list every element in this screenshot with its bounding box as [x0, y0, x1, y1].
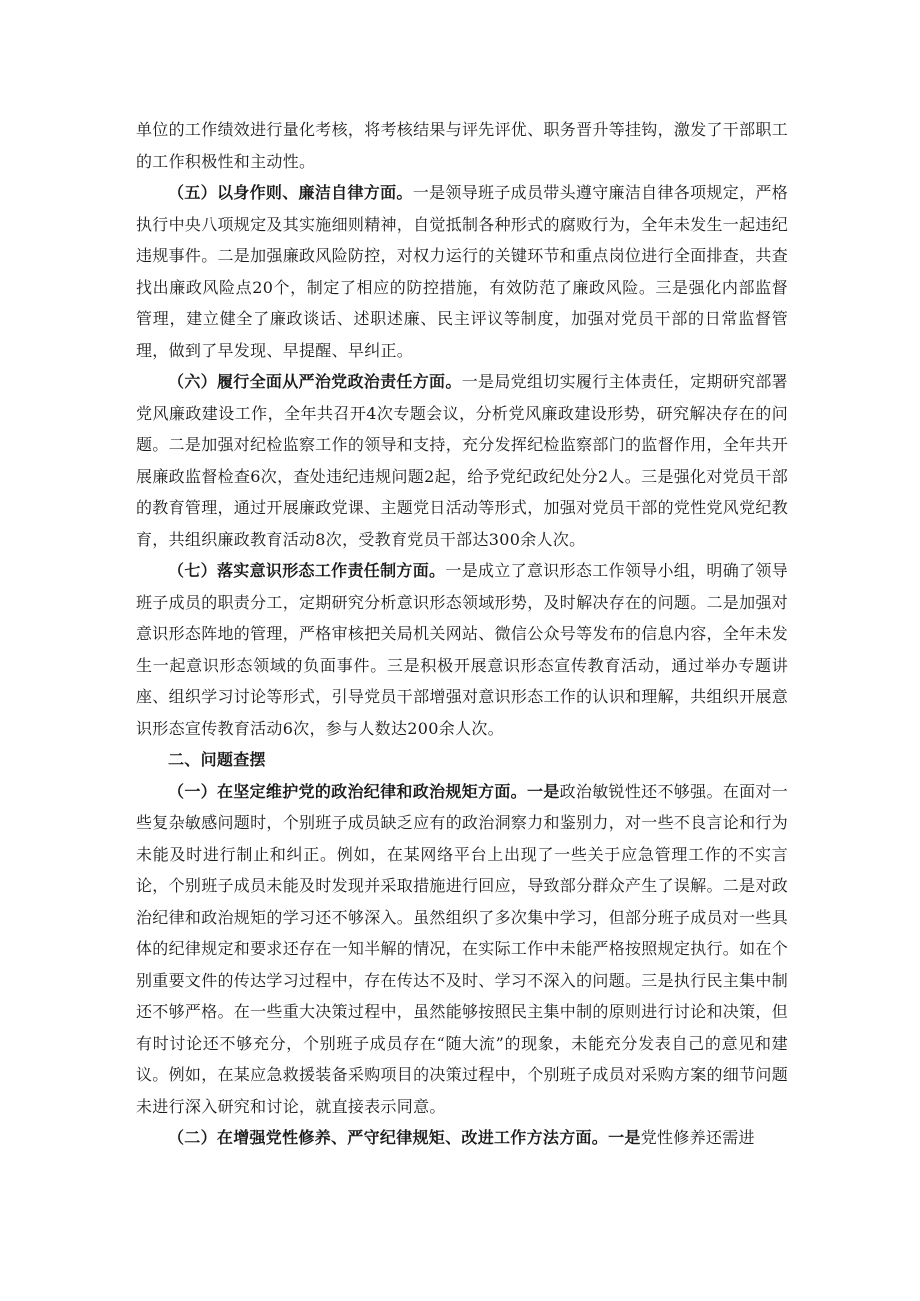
paragraph-lead: （二）在增强党性修养、严守纪律规矩、改进工作方法方面。一是 [168, 1128, 641, 1147]
paragraph-lead: （一）在坚定维护党的政治纪律和政治规矩方面。一是 [168, 781, 560, 801]
paragraph-party-governance-responsibility [136, 366, 788, 555]
paragraph-body: 党性修养还需进 [640, 1128, 755, 1147]
section-heading-text: 二、问题查摆 [168, 750, 266, 769]
paragraph-body: 单位的工作绩效进行量化考核，将考核结果与评先评优、职务晋升等挂钩，激发了干部职工的工作积极性和主动性。 [136, 120, 789, 171]
paragraph-integrity-self-discipline [136, 177, 788, 366]
section-heading-problems [136, 744, 788, 776]
paragraph-party-spirit-problems [136, 1122, 788, 1154]
paragraph-performance-continuation [136, 114, 788, 177]
paragraph-lead: （七）落实意识形态工作责任制方面。 [168, 561, 446, 580]
paragraph-lead: （六）履行全面从严治党政治责任方面。 [168, 372, 462, 391]
paragraph-body: 一是领导班子成员带头遵守廉洁自律各项规定，严格执行中央八项规定及其实施细则精神，自觉抵制各种形式的腐败行为，全年未发生一起违纪违规事件。二是加强廉政风险防控，对权力运行的关键环节和重点岗位进行全面排查，共查找出廉政风险点20个，制定了相应的防控措施，有效防范了廉政风险。三是强化内部监督管理，建立健全了廉政谈话、述职述廉、民主评议等制度，加强对党员干部的日常监督管理，做到了早发现、早提醒、早纠正。 [136, 183, 789, 360]
paragraph-body: 一是局党组切实履行主体责任，定期研究部署党风廉政建设工作，全年共召开4次专题会议，分析党风廉政建设形势，研究解决存在的问题。二是加强对纪检监察工作的领导和支持，充分发挥纪检监察部门的监督作用，全年共开展廉政监督检查6次，查处违纪违规问题2起，给予党纪政纪处分2人。三是强化对党员干部的教育管理，通过开展廉政党课、主题党日活动等形式，加强对党员干部的党性党风党纪教育，共组织廉政教育活动8次，受教育党员干部达300余人次。 [136, 372, 789, 549]
paragraph-ideology-responsibility [136, 555, 788, 744]
paragraph-body: 一是成立了意识形态工作领导小组，明确了领导班子成员的职责分工，定期研究分析意识形态领域形势，及时解决存在的问题。二是加强对意识形态阵地的管理，严格审核把关局机关网站、微信公众号等发布的信息内容，全年未发生一起意识形态领域的负面事件。三是积极开展意识形态宣传教育活动，通过举办专题讲座、组织学习讨论等形式，引导党员干部增强对意识形态工作的认识和理解，共组织开展意识形态宣传教育活动6次，参与人数达200余人次。 [136, 561, 789, 738]
paragraph-political-discipline-problems [136, 776, 788, 1123]
paragraph-body: 政治敏锐性还不够强。在面对一些复杂敏感问题时，个别班子成员缺乏应有的政治洞察力和鉴别力，对一些不良言论和行为未能及时进行制止和纠正。例如，在某网络平台上出现了一些关于应急管理工作的不实言论，个别班子成员未能及时发现并采取措施进行回应，导致部分群众产生了误解。二是对政治纪律和政治规矩的学习还不够深入。虽然组织了多次集中学习，但部分班子成员对一些具体的纪律规定和要求还存在一知半解的情况，在实际工作中未能严格按照规定执行。如在个别重要文件的传达学习过程中，存在传达不及时、学习不深入的问题。三是执行民主集中制还不够严格。在一些重大决策过程中，虽然能够按照民主集中制的原则进行讨论和决策，但有时讨论还不够充分，个别班子成员存在“随大流”的现象，未能充分发表自己的意见和建议。例如，在某应急救援装备采购项目的决策过程中，个别班子成员对采购方案的细节问题未进行深入研究和讨论，就直接表示同意。 [136, 781, 789, 1116]
paragraph-lead: （五）以身作则、廉洁自律方面。 [168, 183, 413, 202]
document-page [136, 114, 788, 1154]
